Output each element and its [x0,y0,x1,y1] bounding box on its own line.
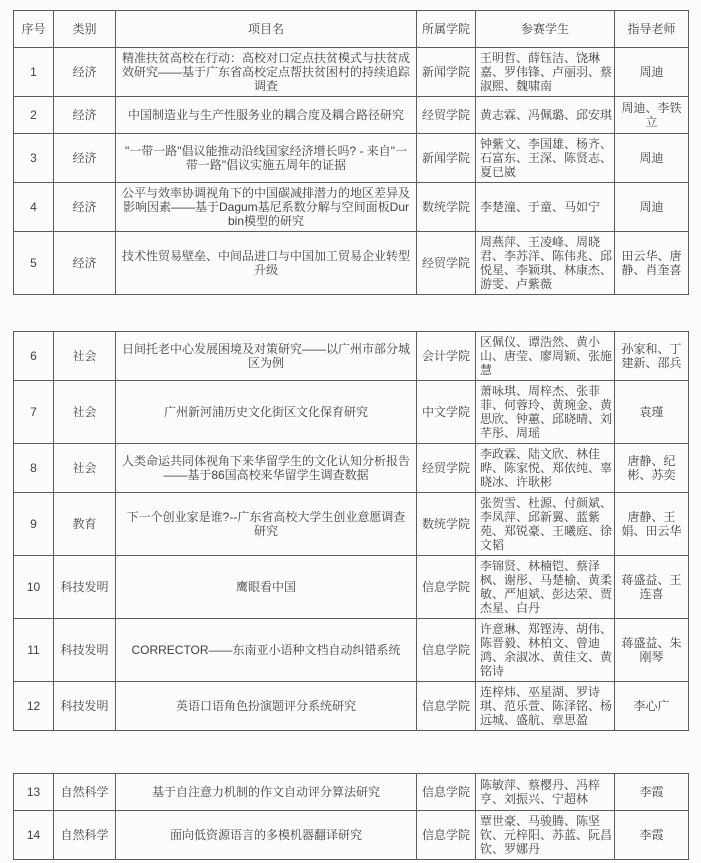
table-row [14,444,689,493]
table-row [14,134,689,183]
row-students-cell: 周燕萍、王凌峰、周晓君、李苏洋、陈伟兆、邱悦星、李颖琪、林康杰、游雯、卢紫薇 [476,232,615,295]
row-index-cell: 1 [14,48,54,97]
row-college-cell: 信息学院 [417,774,476,811]
row-category-cell: 科技发明 [54,619,116,682]
row-project-cell: 英语口语角色扮演题评分系统研究 [116,682,417,731]
row-college-cell: 数统学院 [417,493,476,556]
row-category-cell: 教育 [54,493,116,556]
row-college-cell: 信息学院 [417,811,476,860]
row-category-cell: 经济 [54,134,116,183]
row-advisors-cell: 蒋盛益、王连喜 [615,556,689,619]
row-advisors-cell: 李霞 [615,774,689,811]
row-index-cell: 13 [14,774,54,811]
row-project-cell: 日间托老中心发展困境及对策研究——以广州市部分城区为例 [116,332,417,381]
row-college-cell: 经贸学院 [417,232,476,295]
table-row [14,381,689,444]
row-college-cell: 经贸学院 [417,444,476,493]
row-students-cell: 萧咏琪、周梓杰、张菲菲、何蓉玲、黄琬金、黄思欣、钟蕙、邱晓晴、刘芊彤、周瑶 [476,381,615,444]
row-college-cell: 信息学院 [417,619,476,682]
projects-table-section-1 [13,10,689,295]
row-project-cell: 基于自注意力机制的作文自动评分算法研究 [116,774,417,811]
row-college-cell: 信息学院 [417,682,476,731]
row-advisors-cell: 袁瑾 [615,381,689,444]
row-college-cell: 新闻学院 [417,134,476,183]
row-index-cell: 12 [14,682,54,731]
row-advisors-cell: 李心广 [615,682,689,731]
row-index-cell: 14 [14,811,54,860]
row-project-cell: "一带一路"倡议能推动沿线国家经济增长吗? - 来自"一带一路"倡议实施五周年的证据 [116,134,417,183]
row-students-cell: 钟紫文、李国雄、杨齐、石富东、王深、陈贤志、夏已崴 [476,134,615,183]
row-project-cell: 精准扶贫高校在行动：高校对口定点扶贫模式与扶贫成效研究——基于广东省高校定点帮扶贫困村的持续追踪调查 [116,48,417,97]
row-students-cell: 李楚潼、于童、马如宁 [476,183,615,232]
row-index-cell: 3 [14,134,54,183]
row-category-cell: 经济 [54,183,116,232]
table-row [14,682,689,731]
row-project-cell: 鹰眼看中国 [116,556,417,619]
row-students-cell: 李政霖、陆文欣、林佳晔、陈家悦、郑依纯、辜晓冰、许耿彬 [476,444,615,493]
row-category-cell: 经济 [54,48,116,97]
header-category: 类别 [54,11,116,48]
header-project: 项目名 [116,11,417,48]
row-advisors-cell: 周迪 [615,48,689,97]
row-category-cell: 社会 [54,332,116,381]
projects-table-section-2 [13,331,689,731]
row-index-cell: 9 [14,493,54,556]
row-students-cell: 区佩仪、谭浩然、黄小山、唐莹、廖周颖、张施慧 [476,332,615,381]
table-row [14,619,689,682]
section-gap [13,295,701,331]
header-advisors: 指导老师 [615,11,689,48]
row-students-cell: 覃世豪、马骏腾、陈坚钦、元梓阳、苏蓝、阮昌钦、罗娜丹 [476,811,615,860]
row-advisors-cell: 孙家和、丁建新、邵兵 [615,332,689,381]
table-row [14,48,689,97]
row-college-cell: 经贸学院 [417,97,476,134]
row-index-cell: 8 [14,444,54,493]
row-project-cell: 广州新河浦历史文化街区文化保育研究 [116,381,417,444]
row-index-cell: 2 [14,97,54,134]
row-category-cell: 科技发明 [54,556,116,619]
row-index-cell: 7 [14,381,54,444]
row-advisors-cell: 田云华、唐静、肖奎喜 [615,232,689,295]
row-advisors-cell: 周迪 [615,134,689,183]
row-project-cell: 中国制造业与生产性服务业的耦合度及耦合路径研究 [116,97,417,134]
table-row [14,183,689,232]
row-category-cell: 自然科学 [54,774,116,811]
projects-table-section-3 [13,773,689,860]
header-index: 序号 [14,11,54,48]
row-advisors-cell: 唐静、纪彬、苏奕 [615,444,689,493]
header-students: 参赛学生 [476,11,615,48]
row-students-cell: 张贺雪、杜源、付颜斌、李凤萍、邱新翼、蓝紫苑、郑锐豪、王曦庭、徐文韬 [476,493,615,556]
row-college-cell: 新闻学院 [417,48,476,97]
row-advisors-cell: 蒋盛益、朱刚琴 [615,619,689,682]
row-students-cell: 李锦贤、林楠铠、蔡泽枫、谢彤、马楚榆、黄柔敏、严旭斌、彭达荣、贾杰星、白丹 [476,556,615,619]
row-advisors-cell: 唐静、王娟、田云华 [615,493,689,556]
row-project-cell: 下一个创业家是谁?--广东省高校大学生创业意愿调查研究 [116,493,417,556]
row-category-cell: 经济 [54,232,116,295]
row-index-cell: 10 [14,556,54,619]
table-header-row [14,11,689,48]
row-index-cell: 5 [14,232,54,295]
row-advisors-cell: 李霞 [615,811,689,860]
table-row [14,232,689,295]
row-category-cell: 社会 [54,444,116,493]
table-row [14,332,689,381]
row-project-cell: 面向低资源语言的多模机器翻译研究 [116,811,417,860]
section-gap [13,731,701,773]
table-row [14,774,689,811]
row-category-cell: 科技发明 [54,682,116,731]
row-index-cell: 11 [14,619,54,682]
row-category-cell: 自然科学 [54,811,116,860]
table-row [14,493,689,556]
row-students-cell: 陈敏萍、蔡樱丹、冯梓亨、刘振兴、宁超林 [476,774,615,811]
table-row [14,97,689,134]
row-project-cell: 公平与效率协调视角下的中国碳减排潜力的地区差异及影响因素——基于Dagum基尼系数分解与空间面板Durbin模型的研究 [116,183,417,232]
row-index-cell: 6 [14,332,54,381]
row-advisors-cell: 周迪、李铁立 [615,97,689,134]
header-college: 所属学院 [417,11,476,48]
row-project-cell: 技术性贸易壁垒、中间品进口与中国加工贸易企业转型升级 [116,232,417,295]
row-students-cell: 黄志霖、冯佩璐、邱安琪 [476,97,615,134]
row-project-cell: 人类命运共同体视角下来华留学生的文化认知分析报告——基于86国高校来华留学生调查数据 [116,444,417,493]
row-category-cell: 社会 [54,381,116,444]
row-advisors-cell: 周迪 [615,183,689,232]
row-project-cell: CORRECTOR——东南亚小语种文档自动纠错系统 [116,619,417,682]
row-students-cell: 王明哲、薛钰洁、饶琳嘉、罗伟锋、卢丽羽、蔡淑熙、魏啸南 [476,48,615,97]
row-students-cell: 连梓炜、巫星湖、罗诗琪、范乐萱、陈泽铭、杨远城、盛航、章思盈 [476,682,615,731]
row-category-cell: 经济 [54,97,116,134]
table-row [14,556,689,619]
row-college-cell: 中文学院 [417,381,476,444]
row-college-cell: 数统学院 [417,183,476,232]
row-college-cell: 会计学院 [417,332,476,381]
table-row [14,811,689,860]
row-index-cell: 4 [14,183,54,232]
row-college-cell: 信息学院 [417,556,476,619]
row-students-cell: 许意琳、郑铿涛、胡伟、陈晋毅、林柏文、曾迪鸿、余淑冰、黄佳文、黄铭诗 [476,619,615,682]
